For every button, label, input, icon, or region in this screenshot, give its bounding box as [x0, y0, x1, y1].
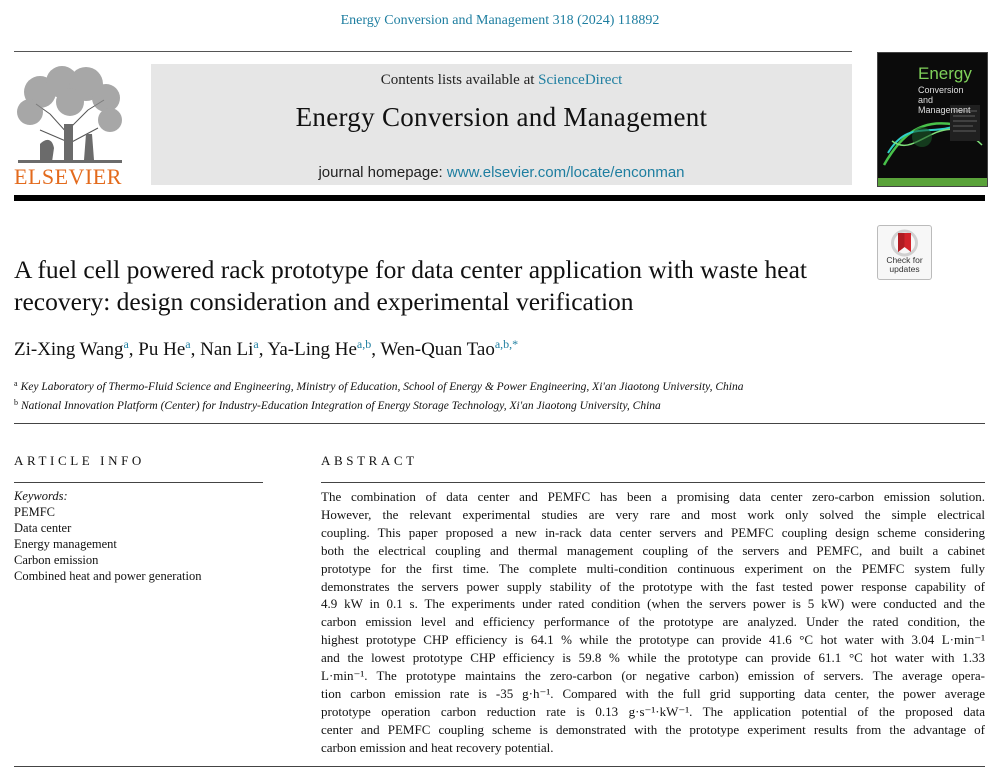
author-name[interactable]: Pu He [138, 339, 186, 360]
keywords-label: Keywords: [14, 489, 68, 503]
crossmark-label-line1: Check for [886, 255, 923, 265]
contents-prefix: Contents lists available at [380, 72, 539, 88]
journal-citation[interactable]: Energy Conversion and Management 318 (2024) 118892 [340, 13, 660, 28]
abstract-line: both the electrical coupling and thermal management coupling of the servers and PEMFC, and built a cabinet [321, 542, 985, 558]
author-affil-mark[interactable]: a,b [356, 337, 372, 351]
abstract-line: However, the relevant experimental studies are very rare and most work only solved the simple electrical [321, 506, 985, 522]
check-for-updates-label [878, 256, 931, 274]
abstract-line: coupling. This paper proposed a new in-rack data center servers and PEMFC coupling design scheme considering [321, 524, 985, 540]
author-affil-mark[interactable]: a,b,* [494, 337, 519, 351]
abstract-line: prototype operation carbon reduction rate is 0.13 g·s⁻¹·kW⁻¹. The application potential of the proposed data [321, 703, 985, 719]
author-affil-mark[interactable]: a [253, 337, 259, 351]
journal-banner [151, 64, 852, 185]
abstract-heading: ABSTRACT [321, 453, 418, 468]
journal-title: Energy Conversion and Management [295, 102, 708, 132]
cover-subtitle-line2: and Management [918, 95, 971, 115]
crossmark-icon [878, 228, 931, 258]
article-title: A fuel cell powered rack prototype for data center application with waste heat recovery: design consideration and experimental verification [14, 255, 808, 316]
abstract-line: and the lowest prototype CHP efficiency is 59.8 % while the prototype can provide 61.1 °C hot water with 1.33 [321, 650, 985, 666]
keyword-item[interactable]: PEMFC [14, 505, 55, 519]
abstract-bottom-rule [14, 766, 985, 767]
abstract-line: center and PEMFC coupling scheme is demonstrated with the prototype experiment results from the advantage of [321, 721, 985, 737]
sciencedirect-link[interactable]: ScienceDirect [538, 72, 623, 88]
abstract-line: 4.9 kW in 0.1 s. The experiments under rated condition (when the servers power is 5 kW) were conducted and the [321, 596, 985, 612]
abstract-line: L·min⁻¹. The prototype maintains the zero-carbon (or negative carbon) emission of servers. The average opera- [321, 668, 985, 684]
abstract-line: tion carbon emission rate is -35 g·h⁻¹. Compared with the full grid supporting data center, the power average [321, 685, 985, 701]
journal-homepage [151, 164, 852, 181]
abstract-line: carbon emission level and efficiency performance of the prototype are analyzed. Under the rated condition, the [321, 614, 985, 630]
check-for-updates-button[interactable] [877, 225, 932, 280]
article-info-heading: ARTICLE INFO [14, 453, 145, 468]
affiliation-text: Key Laboratory of Thermo-Fluid Science and Engineering, Ministry of Education, School of Energy & Power Engineering, Xi'an Jiaotong University, China [20, 381, 744, 393]
affiliation-item [14, 395, 743, 414]
abstract-rule [321, 482, 985, 483]
author-affil-mark[interactable]: a [123, 337, 129, 351]
author-list: Zi-Xing Wang$^a$, Pu He$^a$, Nan Li$^a$, Ya-Ling He$^{a,b}$, Wen-Quan Tao$^{a,b,*}$ [14, 337, 519, 360]
abstract-line: prototype for the first time. The complete multi-condition continuous experiment on the PEMFC system fully [321, 560, 985, 576]
crossmark-label-line2: updates [889, 264, 920, 274]
cover-footer-bar [878, 178, 987, 186]
contents-availability [151, 72, 852, 89]
affiliation-text: National Innovation Platform (Center) for Industry-Education Integration of Energy Storage Technology, Xi'an Jiaotong University, China [21, 400, 661, 412]
cover-subtitle-line1: Conversion [918, 85, 964, 95]
elsevier-wordmark[interactable]: ELSEVIER [14, 164, 122, 189]
affiliation-mark: a [14, 379, 18, 388]
author-name[interactable]: Wen-Quan Tao [380, 339, 495, 360]
author-name[interactable]: Nan Li [200, 339, 254, 360]
keywords-block [14, 488, 201, 584]
keyword-item[interactable]: Carbon emission [14, 553, 99, 567]
keyword-item[interactable]: Combined heat and power generation [14, 569, 202, 583]
affiliation-list [14, 376, 743, 414]
author-name[interactable]: Ya-Ling He [267, 339, 357, 360]
cover-title: Energy [918, 64, 972, 83]
affiliation-item [14, 376, 743, 395]
homepage-prefix: journal homepage: [318, 164, 447, 181]
abstract-line: The combination of data center and PEMFC has been a promising data center zero-carbon emission solution. [321, 489, 985, 504]
cover-subtitle [918, 85, 987, 115]
journal-cover-thumbnail[interactable] [877, 52, 988, 187]
author-name[interactable]: Zi-Xing Wang [14, 339, 124, 360]
author-affil-mark[interactable]: a [185, 337, 191, 351]
homepage-link[interactable]: www.elsevier.com/locate/enconman [446, 164, 685, 181]
keyword-item[interactable]: Data center [14, 521, 72, 535]
abstract-line: highest prototype CHP efficiency is 64.1 % while the prototype can provide 41.6 °C hot water with 3.04 L·min⁻¹ [321, 632, 985, 648]
abstract-line: carbon emission and heat recovery potential. [321, 739, 554, 755]
keyword-item[interactable]: Energy management [14, 537, 117, 551]
affiliation-mark: b [14, 398, 18, 407]
header-thick-rule [14, 195, 985, 201]
abstract-line: demonstrates the servers power supply stability of the prototype with the fast tested power response capability of [321, 578, 985, 594]
header-top-rule [14, 51, 852, 52]
section-divider [14, 423, 985, 424]
article-info-rule [14, 482, 263, 483]
abstract-body [321, 488, 985, 757]
